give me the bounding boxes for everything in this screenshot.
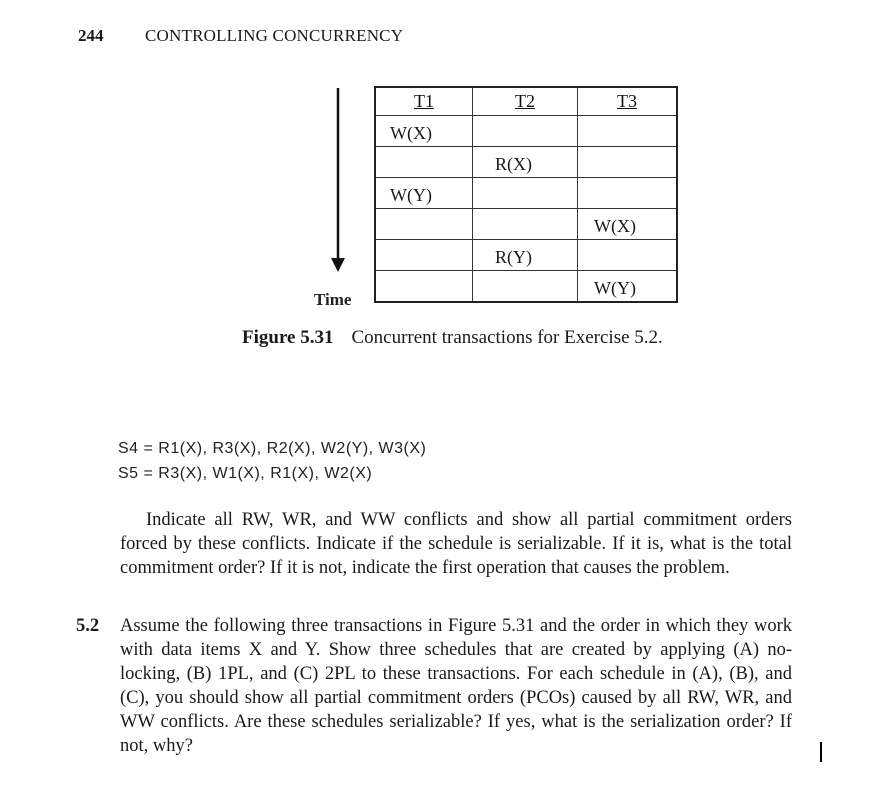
table-cell	[473, 178, 578, 209]
schedule-s4: S4 = R1(X), R3(X), R2(X), W2(Y), W3(X)	[118, 440, 427, 457]
figure-label: Figure 5.31	[242, 327, 334, 348]
table-cell	[578, 147, 678, 178]
figure-caption	[242, 327, 663, 349]
column-header-t3: T3	[578, 87, 678, 116]
table-cell	[473, 209, 578, 240]
table-cell	[473, 271, 578, 303]
table-row	[375, 271, 677, 303]
table-cell	[375, 147, 473, 178]
exercise-number: 5.2	[76, 616, 100, 636]
table-row	[375, 178, 677, 209]
schedule-s5: S5 = R3(X), W1(X), R1(X), W2(X)	[118, 465, 373, 482]
time-label: Time	[314, 290, 352, 309]
page-number: 244	[78, 26, 104, 45]
running-head: CONTROLLING CONCURRENCY	[145, 26, 404, 45]
table-cell	[375, 240, 473, 271]
table-cell	[375, 209, 473, 240]
time-arrow-icon	[328, 86, 348, 274]
transaction-schedule-table	[374, 86, 678, 303]
table-cell: W(X)	[578, 209, 678, 240]
table-row	[375, 116, 677, 147]
table-cell: R(X)	[473, 147, 578, 178]
table-cell: W(Y)	[578, 271, 678, 303]
table-row	[375, 240, 677, 271]
table-cell	[578, 116, 678, 147]
table-cell	[473, 116, 578, 147]
table-cell: W(Y)	[375, 178, 473, 209]
table-cell: R(Y)	[473, 240, 578, 271]
table-cell: W(X)	[375, 116, 473, 147]
table-header-row	[375, 87, 677, 116]
table-row	[375, 147, 677, 178]
table-cell	[578, 240, 678, 271]
table-row	[375, 209, 677, 240]
column-header-t2: T2	[473, 87, 578, 116]
exercise-instructions: Indicate all RW, WR, and WW conflicts and show all partial commitment orders forced by these conflicts. Indicate if the schedule is serializable. If it is, what is the total commitment order? If it is not, indicate the first operation that causes the problem.	[120, 510, 792, 578]
table-cell	[375, 271, 473, 303]
schedule-list	[118, 436, 426, 486]
column-header-t1: T1	[375, 87, 473, 116]
exercise-text: Assume the following three transactions in Figure 5.31 and the order in which they work with data items X and Y. Show three schedules that are created by applying (A) no-locking, (B) 1PL, and (C) 2PL to these transactions. For each schedule in (A), (B), and (C), you should show all partial commitment orders (PCOs) caused by all RW, WR, and WW conflicts. Are these schedules serializable? If yes, what is the serialization order? If not, why?	[120, 616, 792, 756]
figure-caption-text: Concurrent transactions for Exercise 5.2.	[351, 327, 663, 348]
text-cursor	[820, 742, 822, 762]
table-cell	[578, 178, 678, 209]
